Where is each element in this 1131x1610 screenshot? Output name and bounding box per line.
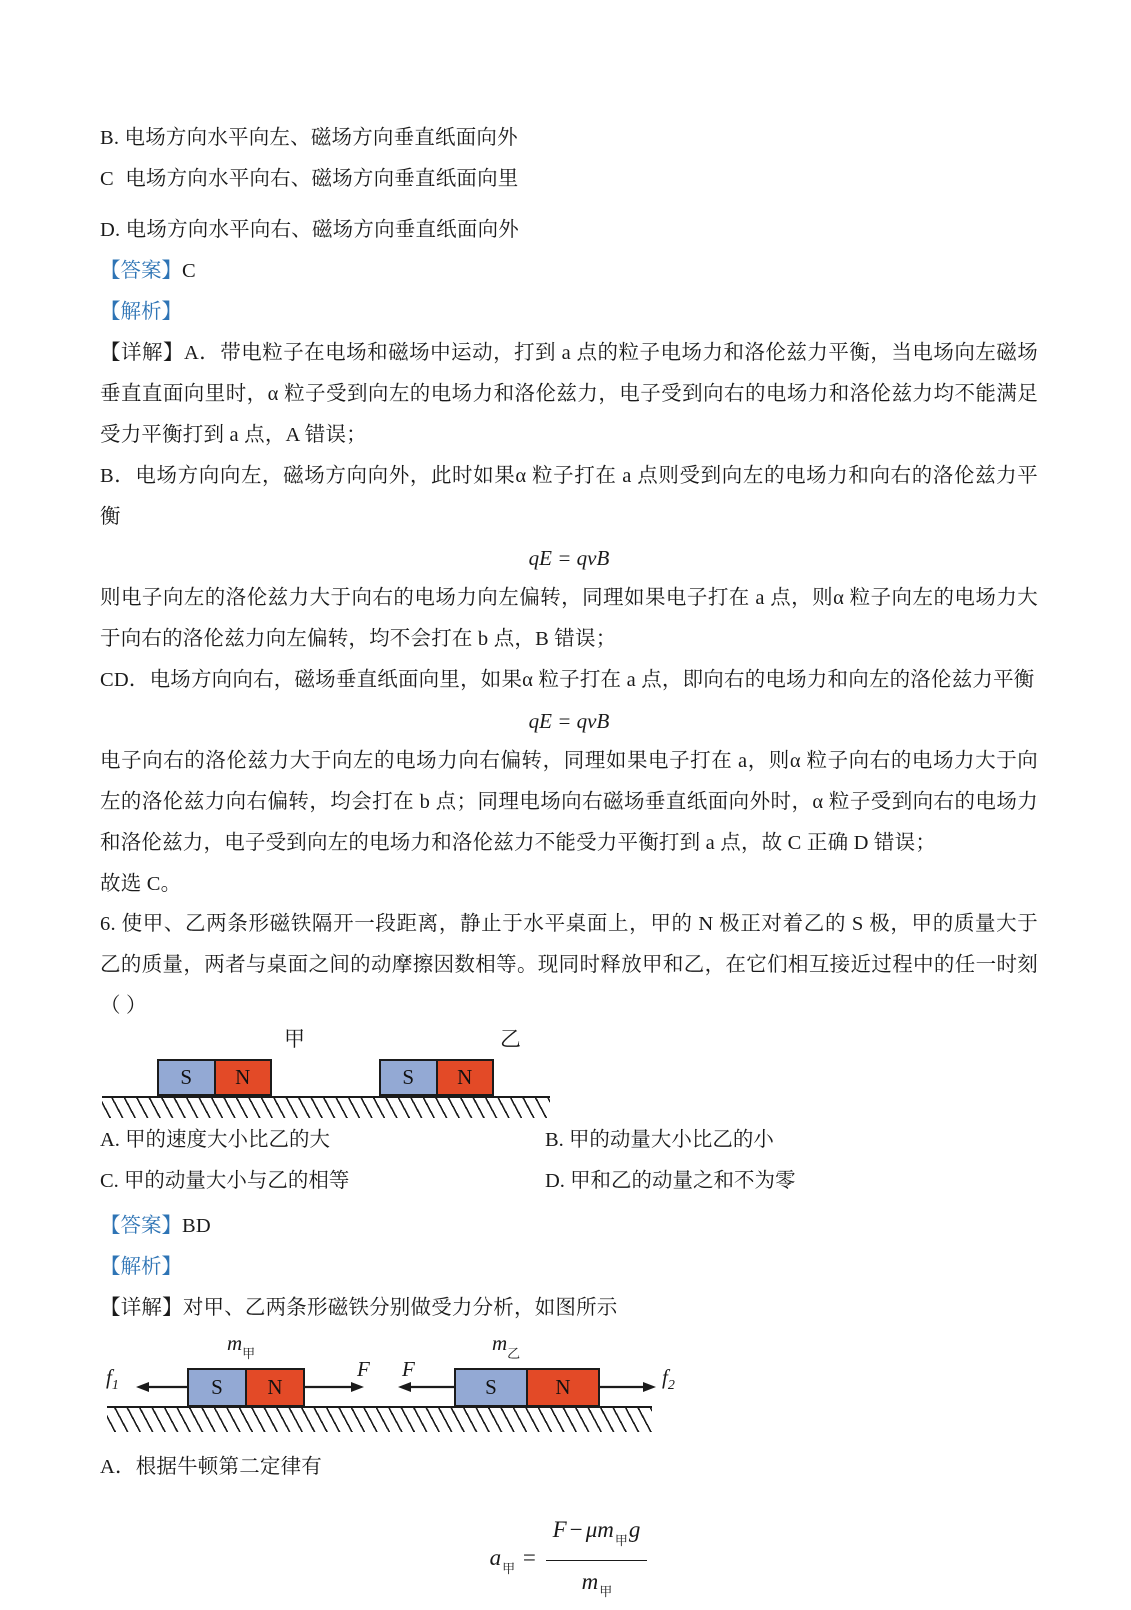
formula-num-sub: 甲: [614, 1532, 628, 1548]
choice-c-label: C: [100, 168, 114, 190]
ground-hatching-figure1: [102, 1096, 550, 1118]
q6-detail-tag: 【详解】: [100, 1297, 183, 1319]
question-6-stem: [100, 904, 1038, 1027]
mass-label-jia-sub: 甲: [242, 1346, 256, 1362]
formula-denominator: [546, 1561, 648, 1610]
spacer: [100, 200, 1038, 210]
force-label-f2-var: f: [662, 1365, 668, 1389]
spacer: [100, 1488, 1038, 1510]
formula-num-g: g: [628, 1517, 641, 1542]
newton-law-line: [100, 1447, 1038, 1488]
fbd-magnet-yi: [454, 1368, 600, 1407]
q6-option-a-text: 甲的速度大小比乙的大: [125, 1129, 331, 1151]
q6-option-d: [545, 1161, 1038, 1202]
formula-fraction: [546, 1510, 648, 1610]
detail-para-cd: [100, 660, 1038, 701]
q6-detail-intro-text: 对甲、乙两条形磁铁分别做受力分析，如图所示: [182, 1297, 618, 1319]
fbd-magnet-yi-pole-n: N: [528, 1370, 598, 1405]
formula-equals: =: [522, 1545, 536, 1571]
fbd-magnet-jia-pole-n: N: [247, 1370, 303, 1405]
formula-den-m: m: [581, 1568, 599, 1594]
detail-tag: 【详解】: [100, 342, 184, 364]
magnet-jia: [157, 1059, 272, 1096]
newton-law-text: A．根据牛顿第二定律有: [100, 1456, 323, 1478]
formula-den-sub: 甲: [599, 1584, 613, 1600]
analysis-line-q5: [100, 292, 1038, 333]
q6-answer-value: BD: [182, 1215, 211, 1237]
force-label-F-jia: F: [357, 1357, 370, 1381]
q6-option-a-label: A.: [100, 1129, 120, 1151]
answer-tag: 【答案】: [100, 260, 182, 282]
choice-b: [100, 118, 1038, 159]
analysis-tag: 【解析】: [100, 301, 182, 323]
formula-num-F: F: [552, 1517, 567, 1542]
conclusion-text: 故选 C。: [100, 873, 182, 895]
formula-cd-text: qE = qvB: [528, 709, 610, 733]
detail-conclusion-q5: [100, 864, 1038, 904]
mass-label-jia: [227, 1331, 256, 1362]
fbd-magnet-jia: [187, 1368, 305, 1407]
hatch-pattern: [107, 1408, 652, 1432]
detail-b-text: B．电场方向向左，磁场方向向外，此时如果α 粒子打在 a 点则受到向左的电场力和向右的洛伦兹力平衡: [100, 465, 1038, 528]
detail-cd2-text: 电子向右的洛伦兹力大于向左的电场力向右偏转，同理如果电子打在 a，则α 粒子向右的电场力大于向左的洛伦兹力向右偏转，均会打在 b 点；同理电场向右磁场垂直纸面向外时，α 粒子受到向右的电场力和洛伦兹力，电子受到向左的电场力和洛伦兹力不能受力平衡打到 a 点，故 C 正确 D 错误；: [100, 750, 1038, 854]
formula-lhs-sub: 甲: [502, 1560, 516, 1576]
q6-option-d-text: 甲和乙的动量之和不为零: [570, 1170, 796, 1192]
formula-num-minus: −: [569, 1517, 583, 1542]
question-6-number: 6.: [100, 913, 116, 935]
q6-option-c-text: 甲的动量大小与乙的相等: [123, 1170, 350, 1192]
arrow-f2-right: [598, 1381, 656, 1393]
choice-b-label: B.: [100, 127, 120, 149]
q6-analysis-tag: 【解析】: [100, 1256, 182, 1278]
figure-free-body-diagram: [102, 1329, 702, 1447]
arrow-F-jia-right: [302, 1381, 364, 1393]
ground-hatching-figure2: [107, 1406, 652, 1432]
force-label-f1-var: f: [106, 1365, 112, 1389]
question-6-text: 使甲、乙两条形磁铁隔开一段距离，静止于水平桌面上，甲的 N 极正对着乙的 S 极，甲的质量大于乙的质量，两者与桌面之间的动摩擦因数相等。现同时释放甲和乙，在它们相互接近过程中的任一时刻（ ）: [100, 913, 1038, 1017]
answer-line-q6: [100, 1206, 1038, 1247]
choice-c: [100, 159, 1038, 200]
magnet-jia-pole-s: S: [159, 1061, 216, 1094]
detail-a-text: A．带电粒子在电场和磁场中运动，打到 a 点的粒子电场力和洛伦兹力平衡，当电场向左磁场垂直直面向里时，α 粒子受到向左的电场力和洛伦兹力，电子受到向右的电场力和洛伦兹力均不能满足受力平衡打到 a 点，A 错误；: [100, 342, 1038, 446]
force-label-f1-sub: 1: [111, 1378, 119, 1393]
formula-numerator: [546, 1510, 648, 1561]
force-label-f1: [106, 1365, 119, 1393]
choice-b-text: 电场方向水平向左、磁场方向垂直纸面向外: [124, 127, 518, 149]
q6-options-row-2: [100, 1161, 1038, 1202]
fbd-magnet-jia-pole-s: S: [189, 1370, 247, 1405]
q6-options-row-1: [100, 1120, 1038, 1161]
answer-value: C: [182, 260, 196, 282]
detail-b2-text: 则电子向左的洛伦兹力大于向右的电场力向左偏转，同理如果电子打在 a 点，则α 粒子向左的电场力大于向右的洛伦兹力向左偏转，均不会打在 b 点，B 错误；: [100, 587, 1038, 650]
q6-option-b-label: B.: [545, 1129, 564, 1151]
detail-para-cd2: [100, 741, 1038, 864]
formula-num-mu-m: μm: [585, 1517, 614, 1542]
q6-option-a: [100, 1120, 545, 1161]
formula-acceleration-jia: [100, 1510, 1038, 1610]
q6-option-c-label: C.: [100, 1170, 119, 1192]
arrow-f1-left: [136, 1381, 188, 1393]
detail-para-a: [100, 333, 1038, 456]
magnet-yi: [379, 1059, 494, 1096]
q6-option-b-text: 甲的动量大小比乙的小: [568, 1129, 774, 1151]
magnet-right-name-label: 乙: [500, 1027, 521, 1051]
formula-b-text: qE = qvB: [528, 546, 610, 570]
magnet-left-name-label: 甲: [284, 1027, 305, 1051]
q6-detail-intro: [100, 1288, 1038, 1329]
q6-option-b: [545, 1120, 1038, 1161]
arrow-F-yi-left: [398, 1381, 458, 1393]
formula-qe-qvb-b: [100, 538, 1038, 578]
detail-cd-text: CD．电场方向向右，磁场垂直纸面向里，如果α 粒子打在 a 点，即向右的电场力和向左的洛伦兹力平衡: [100, 669, 1035, 691]
mass-label-yi-var: m: [492, 1331, 508, 1355]
analysis-line-q6: [100, 1247, 1038, 1288]
q6-option-d-label: D.: [545, 1170, 565, 1192]
answer-line-q5: [100, 251, 1038, 292]
force-label-F-yi: F: [402, 1357, 415, 1381]
force-label-f2-sub: 2: [667, 1378, 675, 1393]
hatch-pattern: [102, 1098, 550, 1118]
choice-c-text: 电场方向水平向右、磁场方向垂直纸面向里: [125, 168, 519, 190]
mass-label-yi-sub: 乙: [507, 1346, 521, 1362]
page-content: [100, 118, 1038, 1610]
q6-option-c: [100, 1161, 545, 1202]
force-label-f2: [662, 1365, 675, 1393]
formula-lhs-var: a: [489, 1545, 502, 1571]
choice-d: [100, 210, 1038, 251]
formula-qe-qvb-cd: [100, 701, 1038, 741]
detail-para-b: [100, 456, 1038, 538]
q6-answer-tag: 【答案】: [100, 1215, 182, 1237]
mass-label-yi: [492, 1331, 521, 1362]
detail-para-b2: [100, 578, 1038, 660]
choice-d-label: D.: [100, 219, 121, 241]
choice-d-text: 电场方向水平向右、磁场方向垂直纸面向外: [125, 219, 519, 241]
fbd-magnet-yi-pole-s: S: [456, 1370, 528, 1405]
mass-label-jia-var: m: [227, 1331, 243, 1355]
magnet-yi-pole-n: N: [438, 1061, 493, 1094]
magnet-yi-pole-s: S: [381, 1061, 438, 1094]
magnet-jia-pole-n: N: [216, 1061, 271, 1094]
figure-two-magnets: [102, 1027, 602, 1120]
